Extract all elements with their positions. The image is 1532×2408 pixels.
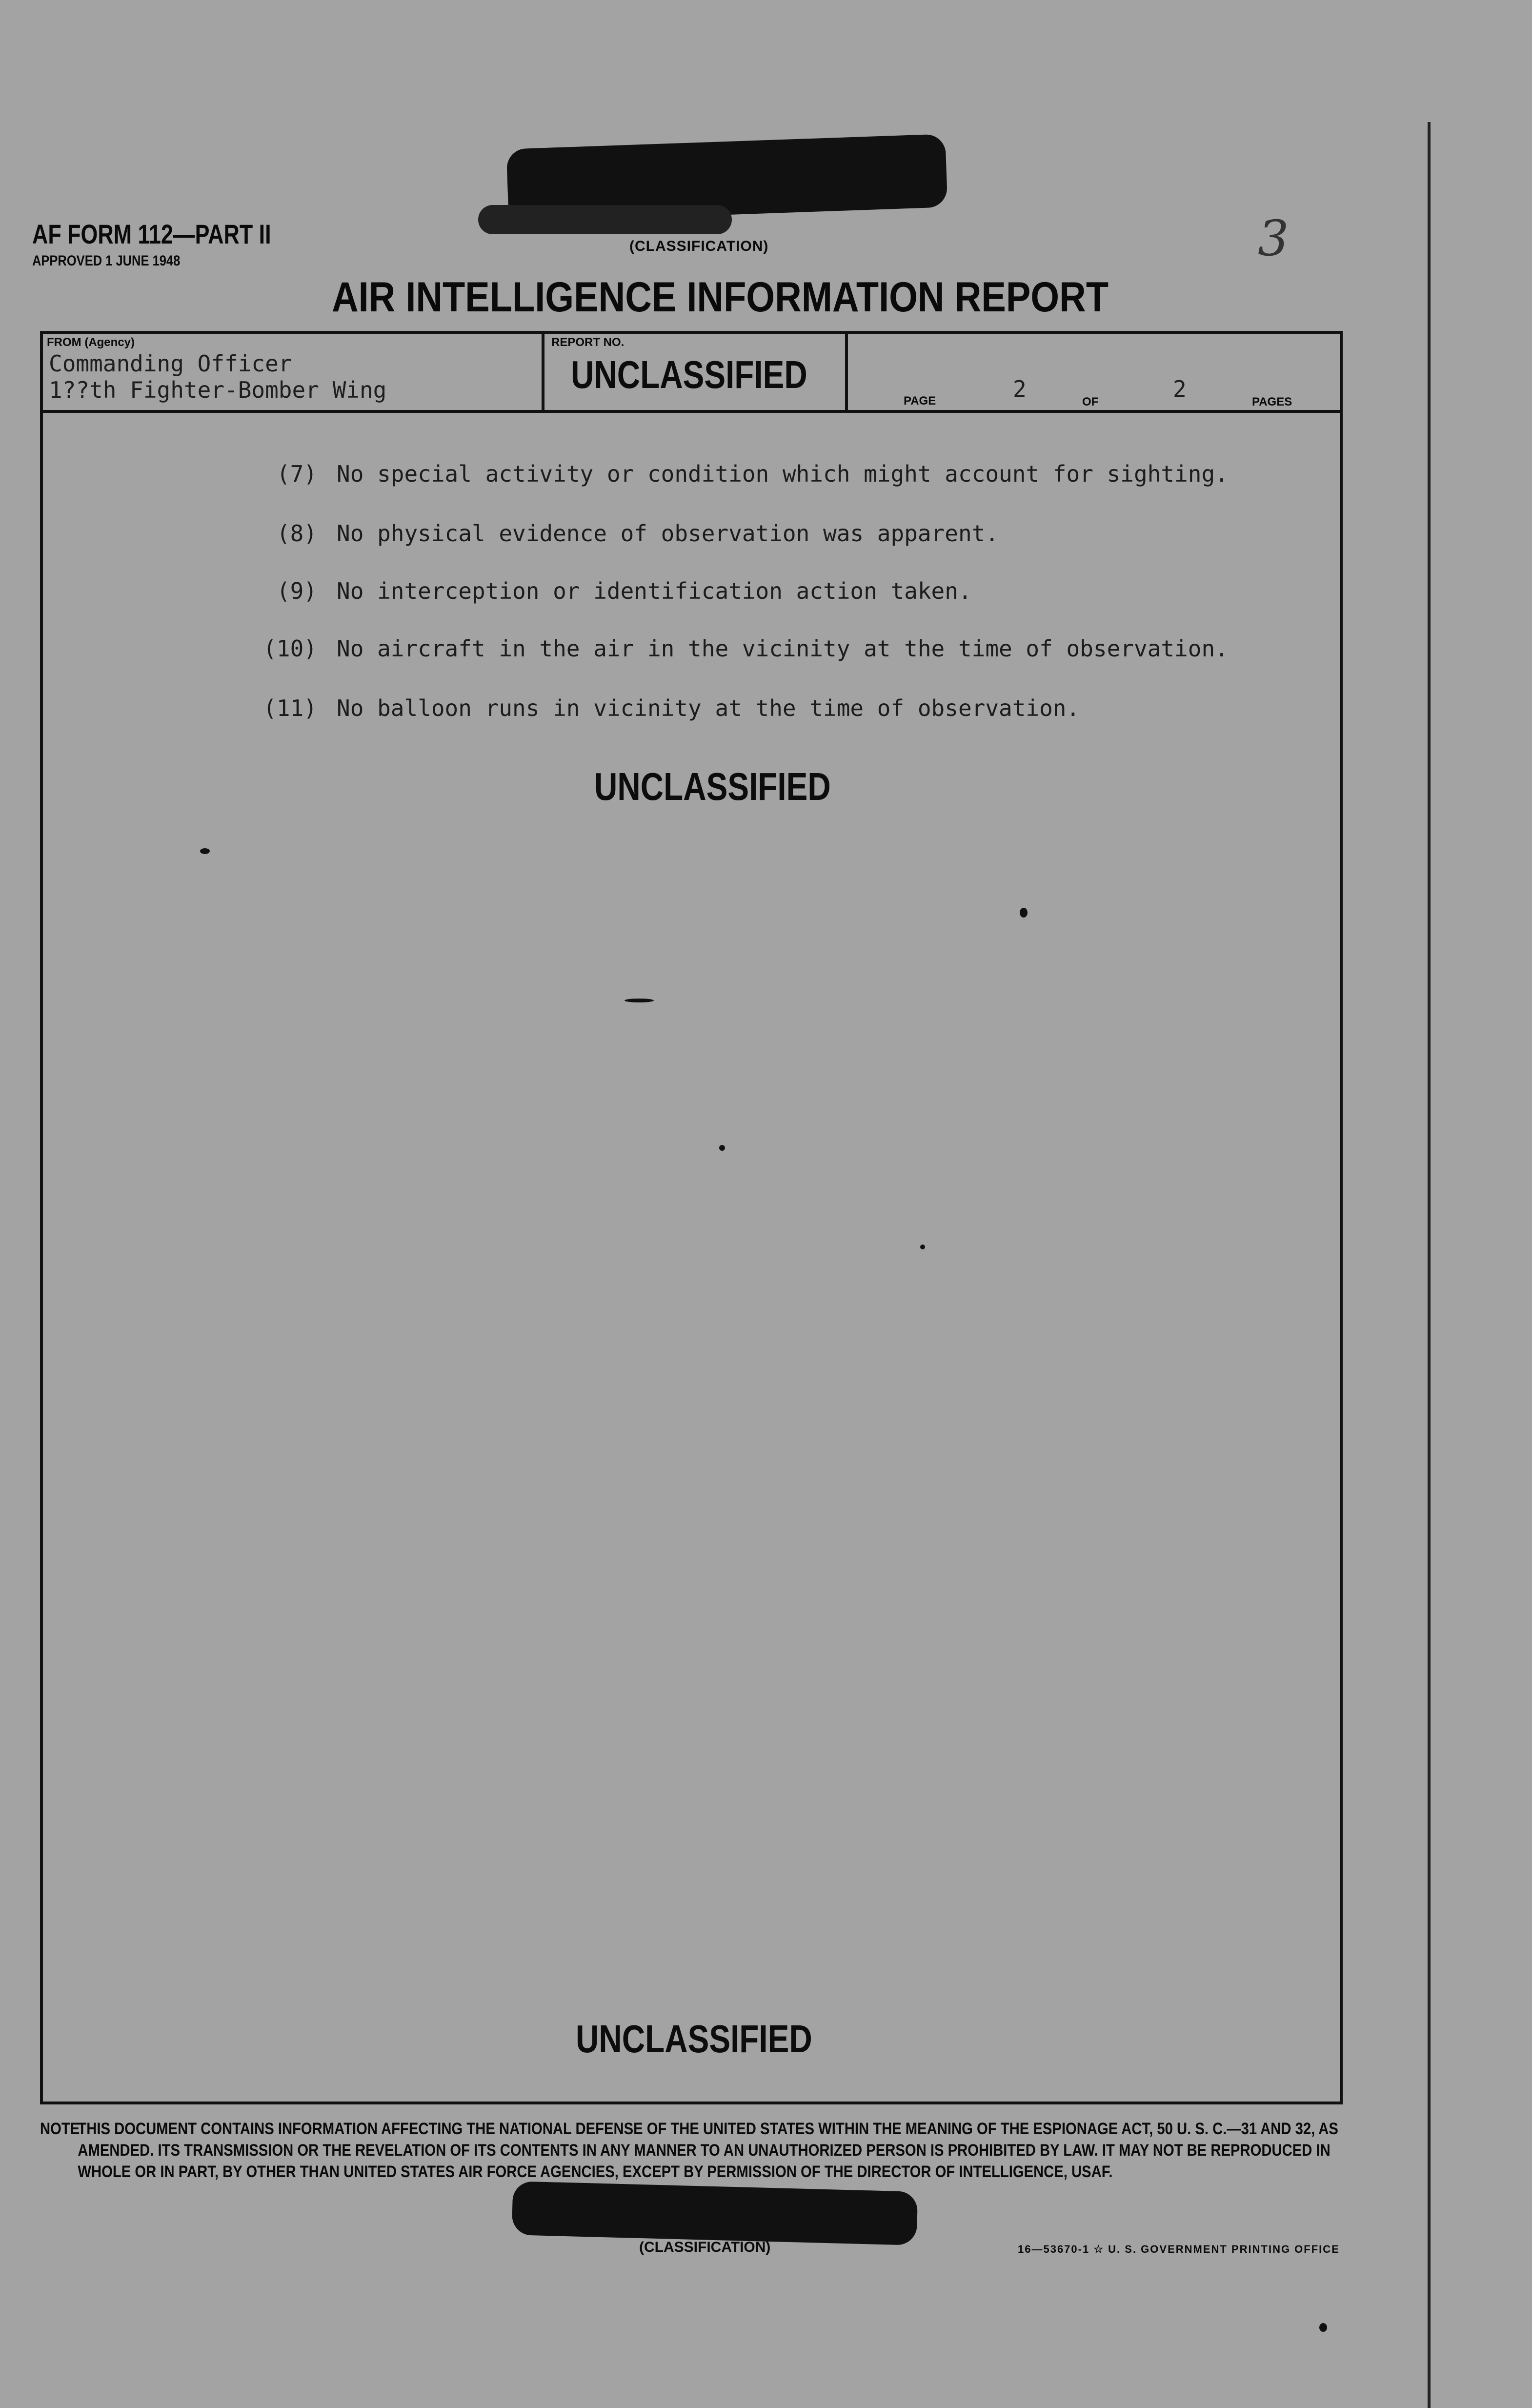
unclassified-stamp-middle: UNCLASSIFIED xyxy=(594,765,831,808)
top-redaction-mark-lower xyxy=(478,205,732,234)
pages-label: PAGES xyxy=(1252,395,1292,408)
item-number: (7) xyxy=(276,461,317,487)
of-value: 2 xyxy=(1173,376,1187,402)
report-no-stamp: UNCLASSIFIED xyxy=(571,353,807,396)
bottom-redaction-mark xyxy=(512,2181,918,2245)
header-divider-1 xyxy=(542,331,544,413)
item-text: No balloon runs in vicinity at the time of observation. xyxy=(337,695,1080,721)
item-number: (8) xyxy=(276,520,317,547)
page-label: PAGE xyxy=(904,394,936,408)
right-edge-rule xyxy=(1428,122,1431,2408)
form-approval-date: APPROVED 1 JUNE 1948 xyxy=(32,253,181,269)
item-8 xyxy=(229,520,999,547)
of-label: OF xyxy=(1082,395,1099,408)
dust-speck xyxy=(200,848,210,854)
dust-speck xyxy=(625,999,654,1002)
bottom-classification-label: (CLASSIFICATION) xyxy=(639,2239,771,2255)
item-number: (10) xyxy=(263,635,317,662)
dust-speck xyxy=(1020,908,1028,918)
top-classification-label: (CLASSIFICATION) xyxy=(629,238,769,254)
unclassified-stamp-bottom: UNCLASSIFIED xyxy=(576,2017,812,2061)
dust-speck xyxy=(920,1245,925,1249)
item-10 xyxy=(229,635,1229,662)
dust-speck xyxy=(719,1145,725,1151)
item-number: (11) xyxy=(263,695,317,721)
item-text: No special activity or condition which might account for sighting. xyxy=(337,461,1229,487)
item-text: No interception or identification action taken. xyxy=(337,578,972,604)
from-line-1: Commanding Officer xyxy=(49,350,292,377)
form-id: AF FORM 112—PART II xyxy=(32,219,271,249)
item-number: (9) xyxy=(276,578,317,604)
item-text: No physical evidence of observation was apparent. xyxy=(337,520,999,547)
note-text: THIS DOCUMENT CONTAINS INFORMATION AFFECTING THE NATIONAL DEFENSE OF THE UNITED STATES WITHIN THE MEANING OF THE ESPIONAGE ACT, 50 U. S. C.—31 AND 32, AS AMENDED. ITS TRANSMISSION OR THE REVELATION OF ITS CONTENTS IN ANY MANNER TO AN UNAUTHORIZED PERSON IS PROHIBITED BY LAW. IT MAY NOT BE REPRODUCED IN WHOLE OR IN PART, BY OTHER THAN UNITED STATES AIR FORCE AGENCIES, EXCEPT BY PERMISSION OF THE DIRECTOR OF INTELLIGENCE, USAF. xyxy=(78,2120,1338,2181)
item-text: No aircraft in the air in the vicinity at the time of observation. xyxy=(337,635,1229,662)
header-divider-2 xyxy=(845,331,848,413)
item-7 xyxy=(229,461,1229,487)
page-value: 2 xyxy=(1013,376,1027,402)
report-no-label: REPORT NO. xyxy=(551,336,625,349)
note-label: NOTE: xyxy=(40,2120,84,2138)
item-9 xyxy=(229,578,972,604)
printer-imprint: 16—53670-1 ☆ U. S. GOVERNMENT PRINTING OFFICE xyxy=(1018,2243,1340,2255)
dust-speck xyxy=(1319,2323,1327,2332)
handwritten-page-mark: 3 xyxy=(1258,210,1289,267)
report-title: AIR INTELLIGENCE INFORMATION REPORT xyxy=(332,274,1109,321)
from-line-2: 1??th Fighter-Bomber Wing xyxy=(49,377,387,403)
from-label: FROM (Agency) xyxy=(47,336,135,349)
item-11 xyxy=(229,695,1080,721)
